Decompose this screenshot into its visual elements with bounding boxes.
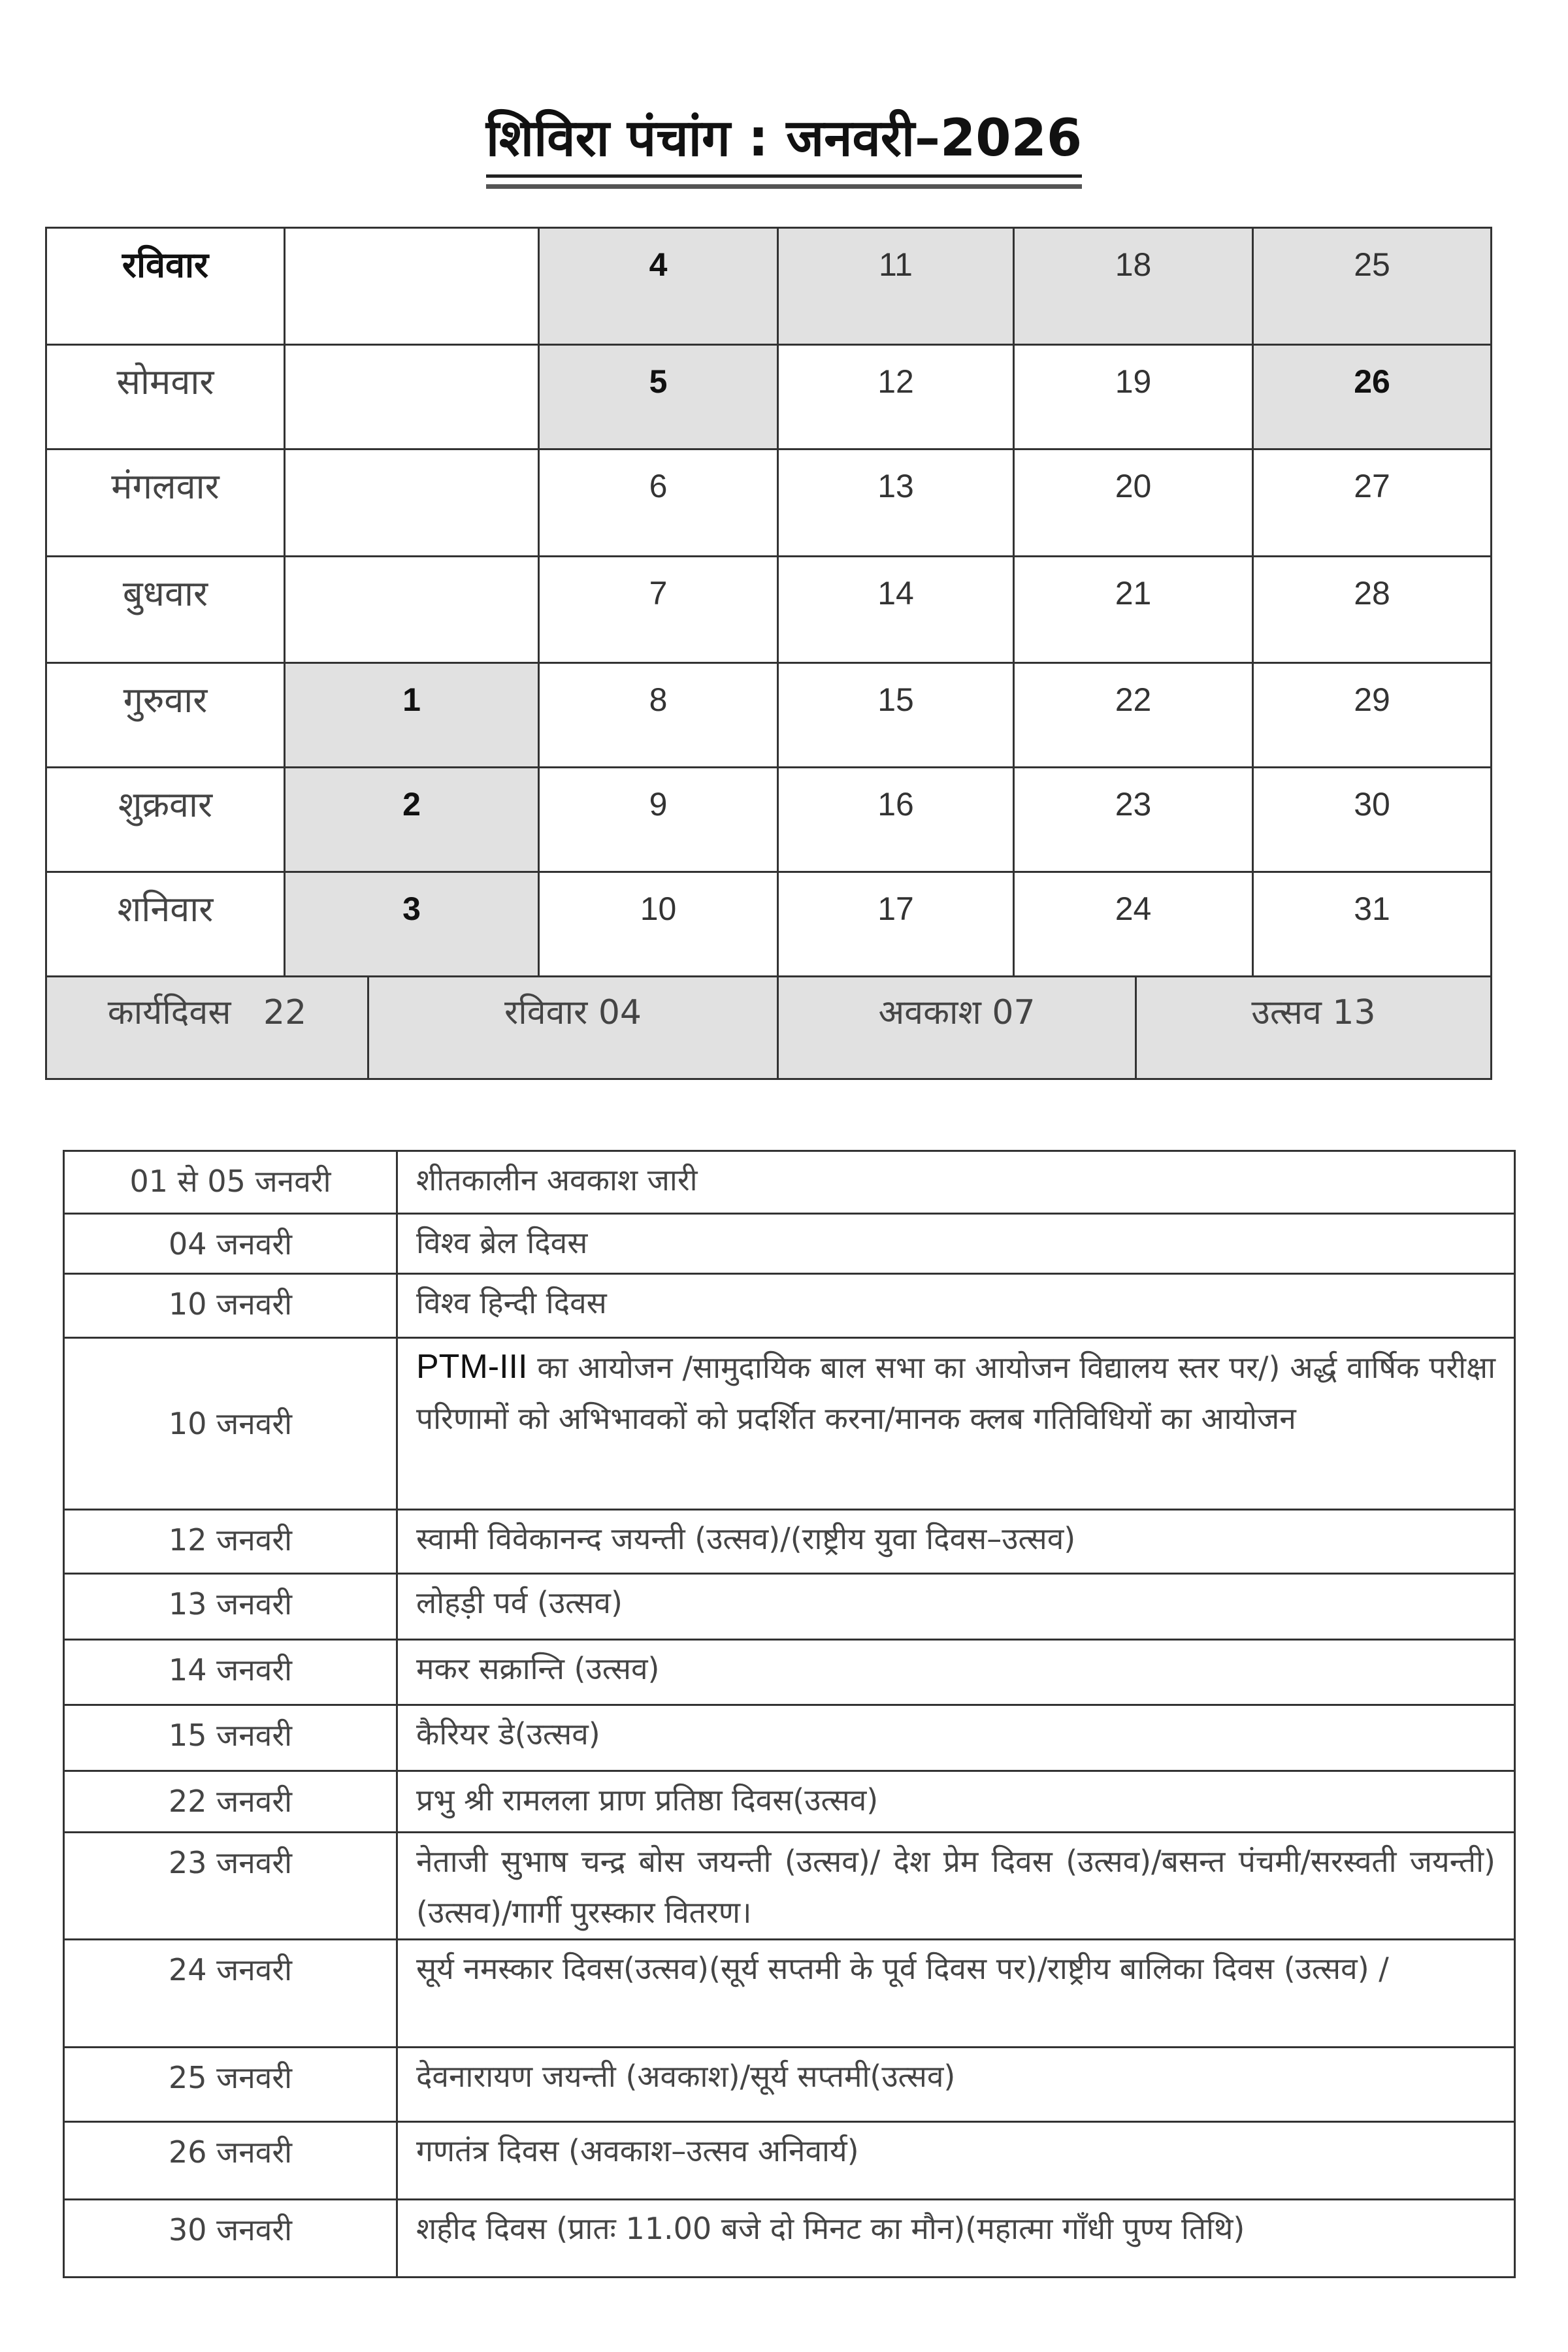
- event-description: [396, 1337, 1516, 1511]
- event-description: [396, 1639, 1516, 1706]
- date-cell: 6: [538, 448, 779, 557]
- event-description: [396, 2121, 1516, 2200]
- event-date: 22 जनवरी: [63, 1770, 398, 1833]
- event-description: [396, 1573, 1516, 1641]
- event-description-text: शीतकालीन अवकाश जारी: [416, 1162, 698, 1198]
- date-cell: [284, 448, 540, 557]
- event-date: 10 जनवरी: [63, 1337, 398, 1511]
- event-description-text: का आयोजन /सामुदायिक बाल सभा का आयोजन विद्यालय स्तर पर/) अर्द्ध वार्षिक परीक्षा परिणामों को अभिभावकों को प्रदर्शित करना/मानक क्लब गतिविधियों का आयोजन: [416, 1350, 1495, 1436]
- day-name-cell: शुक्रवार: [45, 766, 286, 873]
- date-cell: 11: [777, 227, 1015, 346]
- event-description: [396, 1509, 1516, 1575]
- date-cell: 10: [538, 871, 779, 977]
- date-cell: 7: [538, 555, 779, 664]
- date-cell: 12: [777, 344, 1015, 450]
- event-description: [396, 2046, 1516, 2123]
- event-date: 23 जनवरी: [63, 1831, 398, 1940]
- summary-festivals: उत्सव 13: [1135, 975, 1492, 1080]
- event-date: 12 जनवरी: [63, 1509, 398, 1575]
- date-cell: 29: [1252, 662, 1492, 768]
- date-cell: 3: [284, 871, 540, 977]
- day-name-cell: शनिवार: [45, 871, 286, 977]
- day-name-cell: सोमवार: [45, 344, 286, 450]
- date-cell: 5: [538, 344, 779, 450]
- date-cell: 2: [284, 766, 540, 873]
- date-cell: [284, 555, 540, 664]
- day-name-cell: गुरुवार: [45, 662, 286, 768]
- event-date: 10 जनवरी: [63, 1273, 398, 1339]
- event-description-text: विश्व ब्रेल दिवस: [416, 1225, 588, 1260]
- event-description-text: विश्व हिन्दी दिवस: [416, 1285, 607, 1320]
- event-date: 04 जनवरी: [63, 1213, 398, 1275]
- event-description: [396, 2198, 1516, 2278]
- date-cell: 30: [1252, 766, 1492, 873]
- date-cell: 20: [1013, 448, 1254, 557]
- event-date: 24 जनवरी: [63, 1938, 398, 2048]
- event-description-text: स्वामी विवेकानन्द जयन्ती (उत्सव)/(राष्ट्रीय युवा दिवस–उत्सव): [416, 1521, 1076, 1556]
- date-cell: 16: [777, 766, 1015, 873]
- date-cell: 24: [1013, 871, 1254, 977]
- date-cell: 25: [1252, 227, 1492, 346]
- date-cell: 8: [538, 662, 779, 768]
- date-cell: 18: [1013, 227, 1254, 346]
- event-description: [396, 1770, 1516, 1833]
- date-cell: 31: [1252, 871, 1492, 977]
- page-title-text: शिविरा पंचांग : जनवरी–2026: [486, 101, 1082, 178]
- date-cell: 1: [284, 662, 540, 768]
- date-cell: 22: [1013, 662, 1254, 768]
- event-description-text: शहीद दिवस (प्रातः 11.00 बजे दो मिनट का मौन)(महात्मा गाँधी पुण्य तिथि): [416, 2211, 1245, 2246]
- event-date: 26 जनवरी: [63, 2121, 398, 2200]
- event-description-text: लोहड़ी पर्व (उत्सव): [416, 1585, 623, 1620]
- event-date: 01 से 05 जनवरी: [63, 1150, 398, 1215]
- day-name-cell: मंगलवार: [45, 448, 286, 557]
- date-cell: 28: [1252, 555, 1492, 664]
- event-date: 15 जनवरी: [63, 1704, 398, 1772]
- date-cell: [284, 344, 540, 450]
- page-title: [0, 101, 1568, 178]
- date-cell: 9: [538, 766, 779, 873]
- date-cell: 27: [1252, 448, 1492, 557]
- day-name-cell: रविवार: [45, 227, 286, 346]
- event-date: 14 जनवरी: [63, 1639, 398, 1706]
- date-cell: 23: [1013, 766, 1254, 873]
- date-cell: 4: [538, 227, 779, 346]
- event-date: 30 जनवरी: [63, 2198, 398, 2278]
- day-name-cell: बुधवार: [45, 555, 286, 664]
- date-cell: [284, 227, 540, 346]
- date-cell: 21: [1013, 555, 1254, 664]
- summary-working-days: कार्यदिवस 22: [45, 975, 369, 1080]
- date-cell: 14: [777, 555, 1015, 664]
- event-description-text: सूर्य नमस्कार दिवस(उत्सव)(सूर्य सप्तमी के पूर्व दिवस पर)/राष्ट्रीय बालिका दिवस (उत्सव) /: [416, 1951, 1389, 1986]
- event-description-prefix: PTM-III: [416, 1348, 528, 1386]
- summary-sundays: रविवार 04: [367, 975, 779, 1080]
- event-description-text: कैरियर डे(उत्सव): [416, 1716, 600, 1752]
- event-date: 25 जनवरी: [63, 2046, 398, 2123]
- event-description: [396, 1213, 1516, 1275]
- event-description: [396, 1273, 1516, 1339]
- event-description-text: मकर सक्रान्ति (उत्सव): [416, 1651, 660, 1686]
- event-description: [396, 1704, 1516, 1772]
- event-description-text: देवनारायण जयन्ती (अवकाश)/सूर्य सप्तमी(उत्सव): [416, 2059, 956, 2094]
- event-description-text: गणतंत्र दिवस (अवकाश–उत्सव अनिवार्य): [416, 2133, 859, 2168]
- event-description-text: नेताजी सुभाष चन्द्र बोस जयन्ती (उत्सव)/ देश प्रेम दिवस (उत्सव)/बसन्त पंचमी/सरस्वती जयन्ती) (उत्सव)/गार्गी पुरस्कार वितरण।: [416, 1844, 1495, 1930]
- date-cell: 13: [777, 448, 1015, 557]
- date-cell: 26: [1252, 344, 1492, 450]
- event-description-text: प्रभु श्री रामलला प्राण प्रतिष्ठा दिवस(उत्सव): [416, 1782, 879, 1818]
- date-cell: 19: [1013, 344, 1254, 450]
- event-description: [396, 1938, 1516, 2048]
- event-date: 13 जनवरी: [63, 1573, 398, 1641]
- date-cell: 15: [777, 662, 1015, 768]
- event-description: [396, 1831, 1516, 1940]
- summary-holidays: अवकाश 07: [777, 975, 1137, 1080]
- event-description: [396, 1150, 1516, 1215]
- date-cell: 17: [777, 871, 1015, 977]
